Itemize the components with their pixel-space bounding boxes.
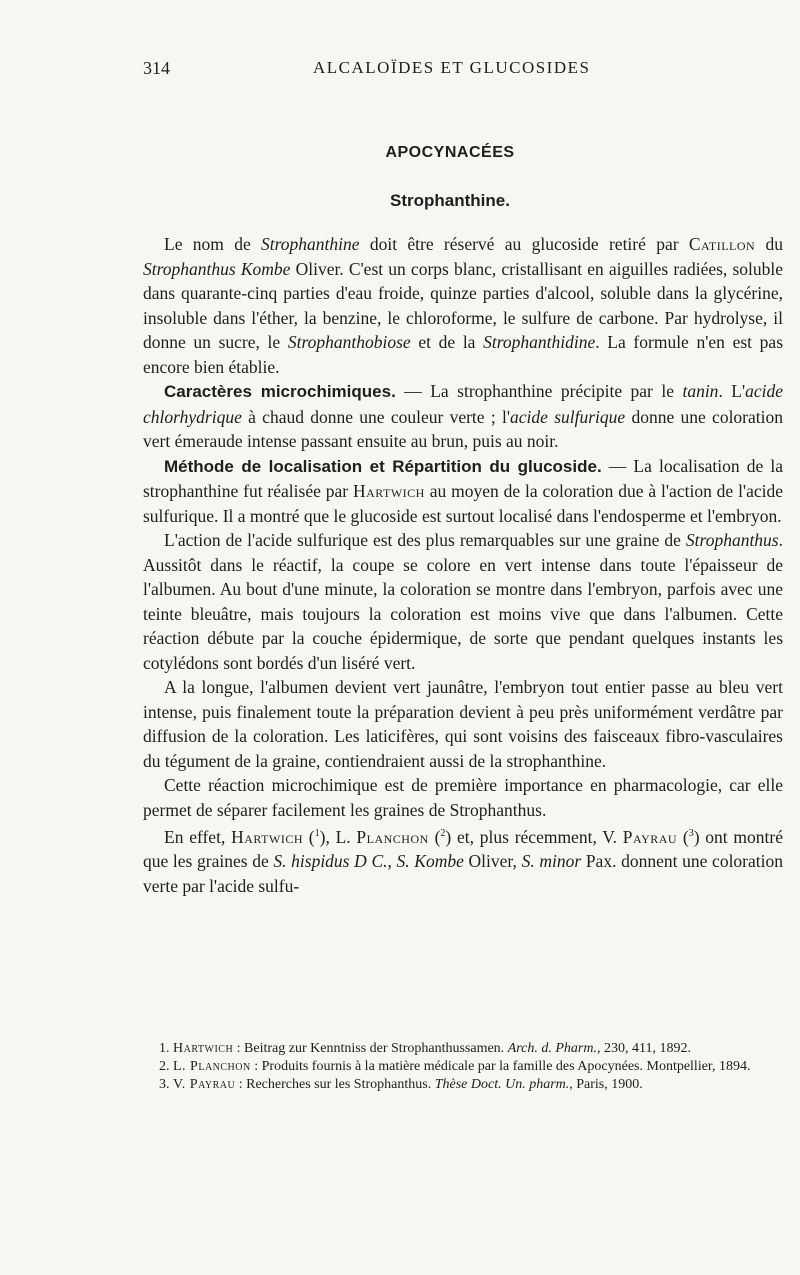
footnote-ref-3: 3 [688, 828, 694, 839]
footnote-ref-1: 1 [314, 828, 320, 839]
paragraph-1: Le nom de Strophanthine doit être réservé au glucoside retiré par Catillon du Strophanthus Kombe Oliver. C'est un corps blanc, cristallisant en aiguilles radiées, soluble dans quarante-cinq parties d'eau froide, quinze parties d'alcool, soluble dans la glycérine, insoluble dans l'éther, la benzine, le chloroforme, le sulfure de carbone. Par hydrolyse, il donne un sucre, le Strophanthobiose et de la Strophanthidine. La formule n'en est pas encore bien établie. [143, 234, 783, 377]
paragraph-microchemical: Caractères microchimiques. — La strophanthine précipite par le tanin. L'acide chlorhydrique à chaud donne une couleur verte ; l'acide sulfurique donne une coloration vert émeraude intense passant ensuite au brun, puis au noir. [143, 381, 784, 451]
footnote-1: 1. Hartwich : Beitrag zur Kenntniss der Strophanthussamen. Arch. d. Pharm., 230, 411, 1892. [159, 1041, 691, 1056]
body-text [143, 232, 783, 898]
paragraph-6: Cette réaction microchimique est de première importance en pharmacologie, car elle permet de séparer facilement les graines de Strophanthus. [143, 775, 783, 820]
paragraph-7: En effet, Hartwich ($^1$), L. Planchon ($^2$) et, plus récemment, V. Payrau ($^3$) ont montré que les graines de S. hispidus D C., S. Kombe Oliver, S. minor Pax. donnent une coloration verte par l'acide sulfu- [143, 826, 784, 896]
paragraph-localisation: Méthode de localisation et Répartition du glucoside. — La localisation de la strophanthine fut réalisée par Hartwich au moyen de la coloration due à l'action de l'acide sulfurique. Il a montré que le glucoside est surtout localisé dans l'endosperme et l'embryon. [143, 455, 783, 526]
paragraph-5: A la longue, l'albumen devient vert jaunâtre, l'embryon tout entier passe au bleu vert intense, puis finalement toute la préparation devient à peu près uniformément verdâtre par diffusion de la coloration. Les laticifères, qui sont voisins des faisceaux fibro-vasculaires du tégument de la graine, contiendraient aussi de la strophanthine. [143, 677, 783, 771]
footnote-3: 3. V. Payrau : Recherches sur les Strophanthus. Thèse Doct. Un. pharm., Paris, 1900. [159, 1077, 643, 1092]
compound-title: Strophanthine. [390, 191, 510, 210]
heading-microchemical: Caractères microchimiques. [164, 382, 396, 401]
heading-localisation: Méthode de localisation et Répartition du glucoside. [164, 456, 602, 476]
running-header [143, 58, 762, 82]
footnote-2: 2. L. Planchon : Produits fournis à la matière médicale par la famille des Apocynées. Montpellier, 1894. [159, 1059, 751, 1074]
section-title: APOCYNACÉES [385, 144, 515, 161]
footnotes [143, 1040, 783, 1094]
running-title: ALCALOÏDES ET GLUCOSIDES [313, 58, 591, 77]
page-number: 314 [143, 58, 170, 78]
paragraph-4: L'action de l'acide sulfurique est des plus remarquables sur une graine de Strophanthus. Aussitôt dans le réactif, la coupe se colore en vert intense dans toute l'épaisseur de l'albumen. Au bout d'une minute, la coloration se montre dans l'embryon, parfois avec une teinte bleuâtre, mais toujours la coloration est moins vive que dans l'albumen. Cette réaction débute par la couche épidermique, de sorte que pendant quelques instants les cotylédons sont bordés d'un liséré vert. [143, 530, 783, 673]
footnote-ref-2: 2 [440, 828, 446, 839]
